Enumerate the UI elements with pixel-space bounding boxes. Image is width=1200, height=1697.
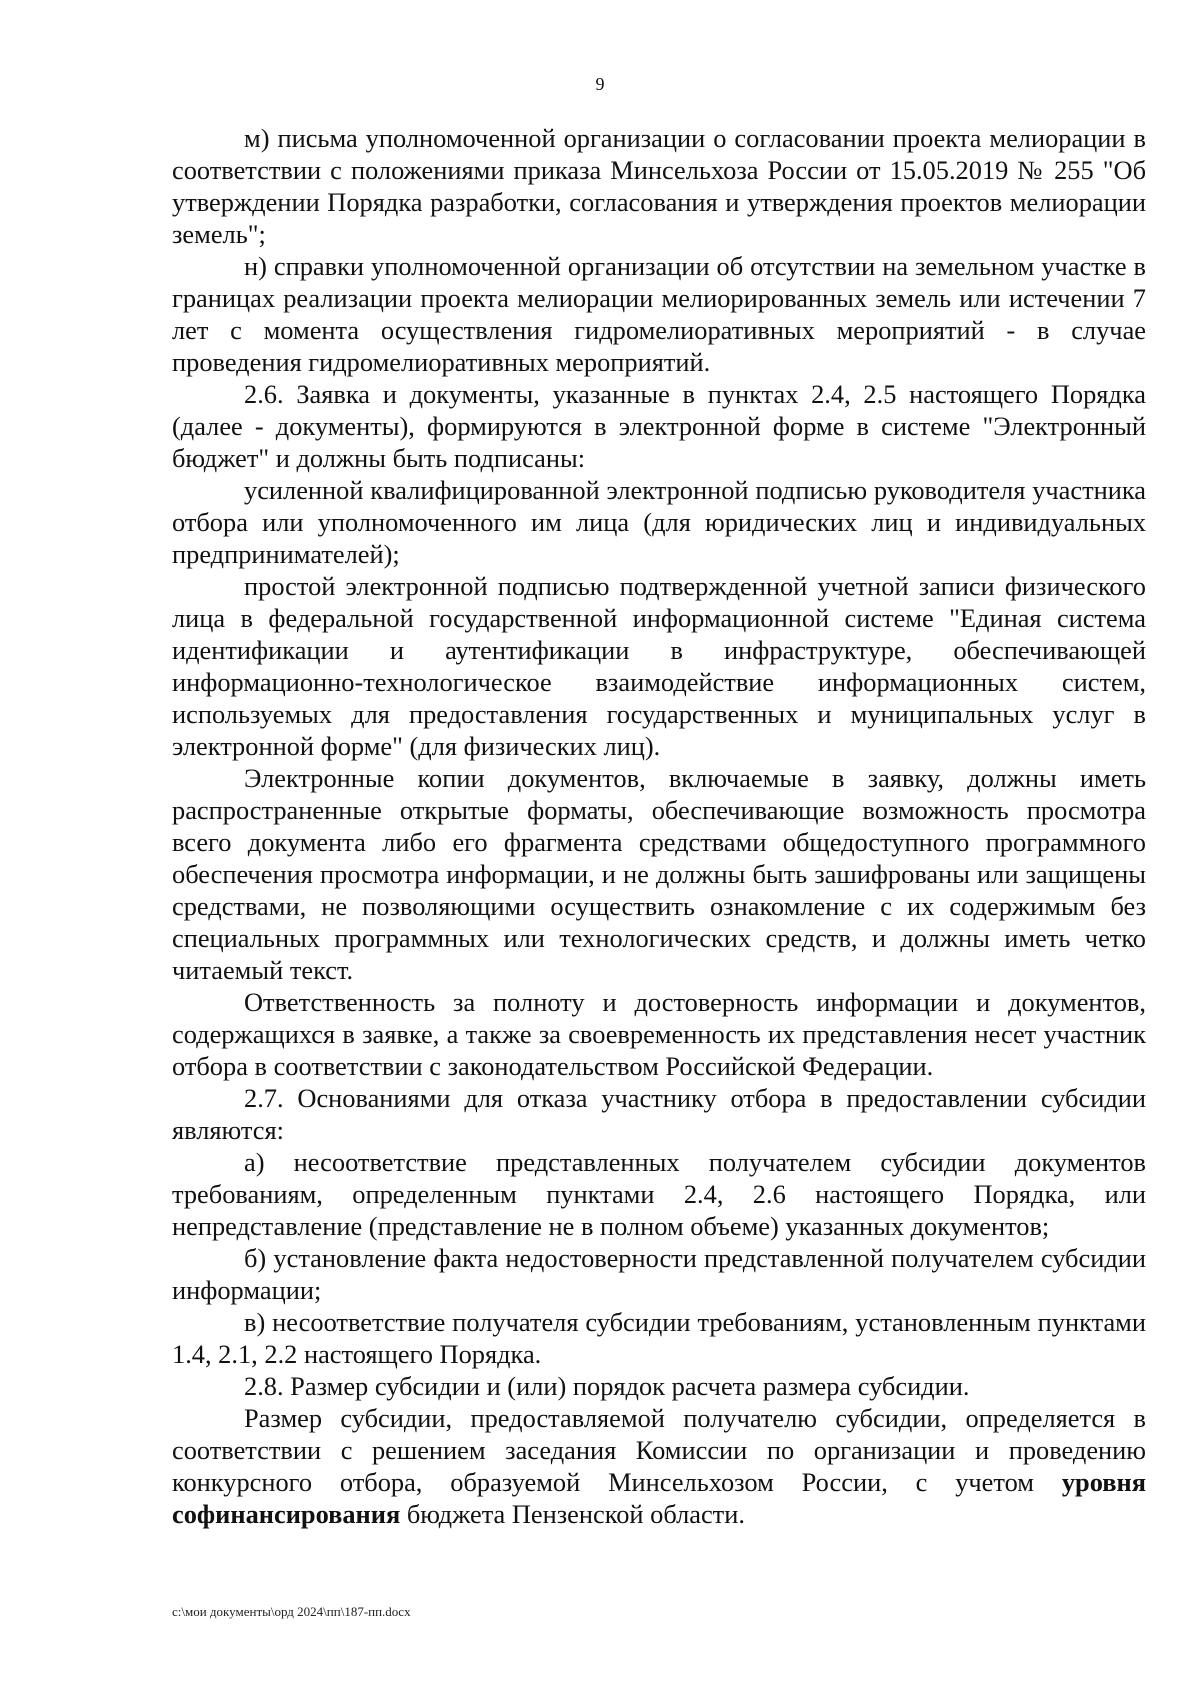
paragraph-simple-signature: простой электронной подписью подтвержденной учетной записи физического лица в федеральной государственной информационной системе "Единая система идентификации и аутентификации в инфраструктуре, обеспечивающей информационно-технологическое взаимодействие информационных систем, используемых для предоставления государственных и муниципальных услуг в электронной форме" (для физических лиц). [172, 571, 1146, 761]
paragraph-v: в) несоответствие получателя субсидии требованиям, установленным пунктами 1.4, 2.1, 2.2 настоящего Порядка. [172, 1307, 1146, 1369]
page-number: 9 [595, 74, 605, 94]
paragraph-subsidy-size [172, 1402, 1146, 1530]
paragraph-n: н) справки уполномоченной организации об отсутствии на земельном участке в границах реализации проекта мелиорации мелиорированных земель или истечении 7 лет с момента осуществления гидромелиоративных мероприятий - в случае проведения гидромелиоративных мероприятий. [172, 251, 1146, 377]
paragraph-responsibility: Ответственность за полноту и достоверность информации и документов, содержащихся в заявке, а также за своевременность их представления несет участник отбора в соответствии с законодательством Российской Федерации. [172, 987, 1146, 1081]
paragraph-qualified-signature: усиленной квалифицированной электронной подписью руководителя участника отбора или уполномоченного им лица (для юридических лиц и индивидуальных предпринимателей); [172, 475, 1146, 569]
document-body [172, 122, 1146, 1530]
paragraph-a: а) несоответствие представленных получателем субсидии документов требованиям, определенным пунктами 2.4, 2.6 настоящего Порядка, или непредставление (представление не в полном объеме) указанных документов; [172, 1147, 1146, 1241]
paragraph-m: м) письма уполномоченной организации о согласовании проекта мелиорации в соответствии с положениями приказа Минсельхоза России от 15.05.2019 № 255 "Об утверждении Порядка разработки, согласования и утверждения проектов мелиорации земель"; [172, 123, 1146, 249]
paragraph-2-8: 2.8. Размер субсидии и (или) порядок расчета размера субсидии. [244, 1371, 970, 1401]
subsidy-size-text-end: бюджета Пензенской области. [400, 1499, 745, 1529]
file-path-footer: c:\мои документы\орд 2024\пп\187-пп.docx [172, 1604, 411, 1619]
paragraph-2-6: 2.6. Заявка и документы, указанные в пунктах 2.4, 2.5 настоящего Порядка (далее - документы), формируются в электронной форме в системе "Электронный бюджет" и должны быть подписаны: [172, 379, 1146, 473]
paragraph-electronic-copies: Электронные копии документов, включаемые в заявку, должны иметь распространенные открытые форматы, обеспечивающие возможность просмотра всего документа либо его фрагмента средствами общедоступного программного обеспечения просмотра информации, и не должны быть зашифрованы или защищены средствами, не позволяющими осуществить ознакомление с их содержимым без специальных программных или технологических средств, и должны иметь четко читаемый текст. [172, 763, 1146, 985]
subsidy-size-text-start: Размер субсидии, предоставляемой получателю субсидии, определяется в соответствии с решением заседания Комиссии по организации и проведению конкурсного отбора, образуемой Минсельхозом России, с учетом [172, 1403, 1146, 1497]
paragraph-2-7: 2.7. Основаниями для отказа участнику отбора в предоставлении субсидии являются: [172, 1083, 1146, 1145]
paragraph-b: б) установление факта недостоверности представленной получателем субсидии информации; [172, 1243, 1146, 1305]
cofinancing-level-emphasis: уровня софинансирования [172, 1467, 1146, 1529]
